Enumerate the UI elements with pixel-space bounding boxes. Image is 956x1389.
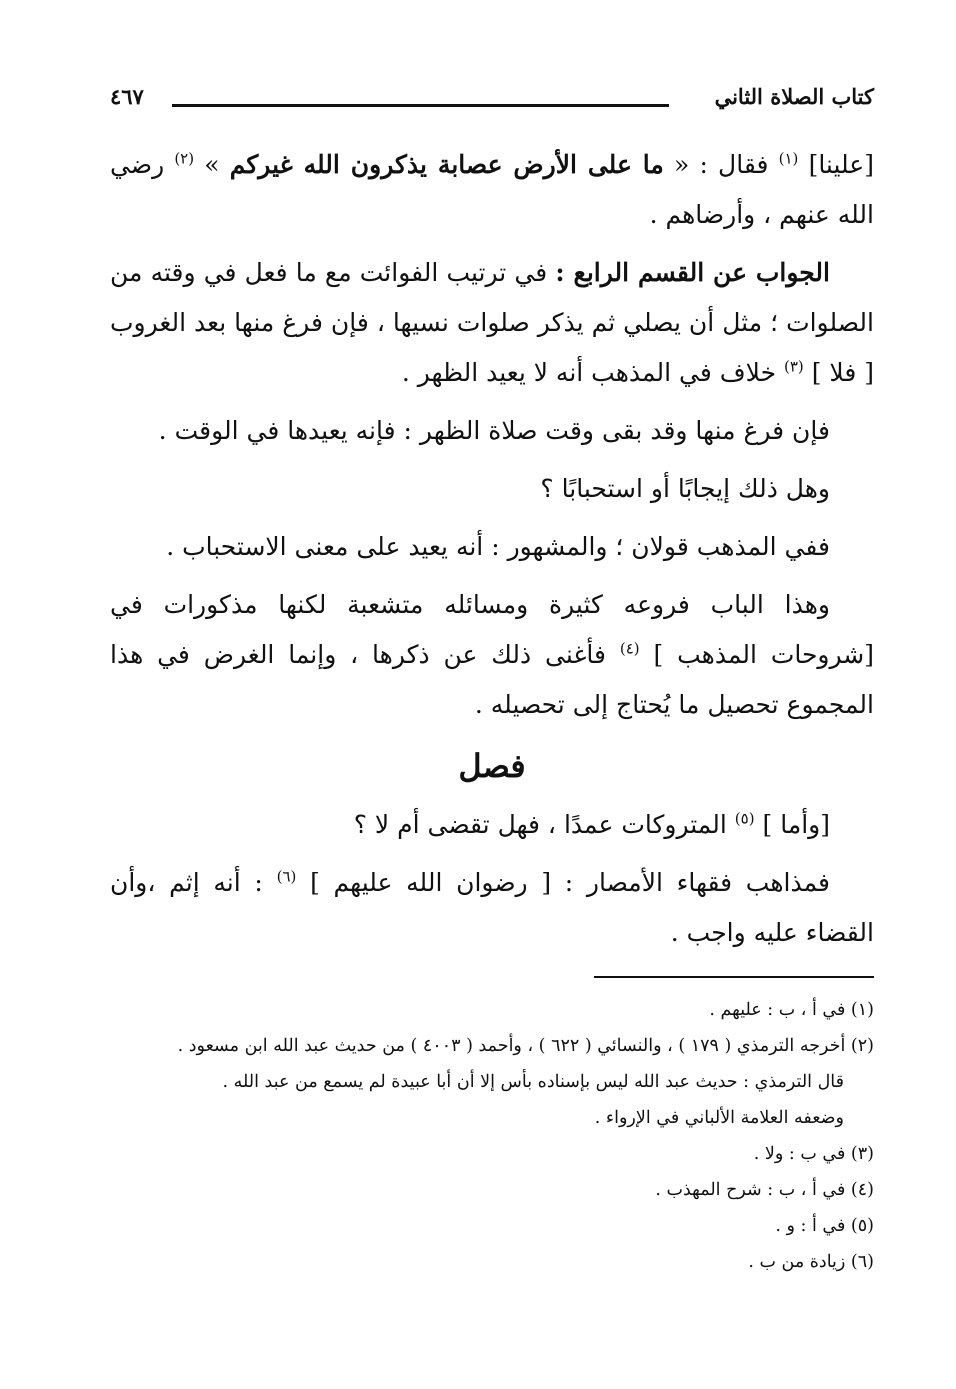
footnote-ref-5: (٥) [734, 809, 755, 828]
footnote-ref-3: (٣) [783, 357, 804, 376]
page-number: ٤٦٧ [110, 84, 144, 109]
book-page [110, 78, 874, 1280]
section-heading: فصل [458, 747, 526, 785]
paragraph-1: [علينا] $^{(١)}$ فقال : « ما على الأرض عصابة يذكرون الله غيركم » $^{(٢)}$ رضي الله عنهم ، وأرضاهم . [110, 149, 874, 229]
paragraph-3: فإن فرغ منها وقد بقى وقت صلاة الظهر : فإنه يعيدها في الوقت . [158, 416, 830, 445]
hadith-quote: ما على الأرض عصابة يذكرون الله غيركم [229, 150, 664, 179]
footnote-6: (٦) زيادة من ب . [748, 1252, 874, 1272]
footnote-ref-2: (٢) [174, 149, 195, 168]
footnote-1: (١) في أ ، ب : عليهم . [709, 1000, 874, 1020]
footnote-5: (٥) في أ : و . [775, 1216, 874, 1236]
footnote-2-grading: وضعفه العلامة الألباني في الإرواء . [594, 1108, 844, 1128]
paragraph-2: الجواب عن القسم الرابع : في ترتيب الفوائت مع ما فعل في وقته من الصلوات ؛ مثل أن يصلي ثم يذكر صلوات نسيها ، فإن فرغ منها بعد الغروب [ فلا ] $^{(٣)}$ خلاف في المذهب أنه لا يعيد الظهر . [110, 258, 874, 387]
section-answer-label: الجواب عن القسم الرابع : [555, 258, 830, 287]
footnote-separator [594, 976, 874, 978]
footnote-ref-4: (٤) [619, 639, 640, 658]
header-rule [172, 104, 669, 107]
paragraph-5: ففي المذهب قولان ؛ والمشهور : أنه يعيد على معنى الاستحباب . [166, 532, 830, 561]
running-title: كتاب الصلاة الثاني [714, 84, 874, 109]
footnote-ref-1: (١) [778, 149, 799, 168]
paragraph-7: [وأما ] $^{(٥)}$ المتروكات عمدًا ، فهل تقضى أم لا ؟ [353, 809, 830, 839]
page-header [110, 78, 874, 122]
footnote-2-comment: قال الترمذي : حديث عبد الله ليس بإسناده بأس إلا أن أبا عبيدة لم يسمع من عبد الله . [222, 1072, 844, 1092]
paragraph-6: وهذا الباب فروعه كثيرة ومسائله متشعبة لكنها مذكورات في [شروحات المذهب ] $^{(٤)}$ فأغنى ذلك عن ذكرها ، وإنما الغرض في هذا المجموع تحصيل ما يُحتاج إلى تحصيله . [110, 590, 874, 719]
footnote-ref-6: (٦) [276, 867, 297, 886]
footnote-4: (٤) في أ ، ب : شرح المهذب . [655, 1180, 874, 1200]
paragraph-4: وهل ذلك إيجابًا أو استحبابًا ؟ [540, 474, 830, 503]
footnotes [110, 992, 874, 1280]
footnote-2: (٢) أخرجه الترمذي ( ١٧٩ ) ، والنسائي ( ٦٢٢ ) ، وأحمد ( ٤٠٠٣ ) من حديث عبد الله ابن مسعود . [177, 1036, 874, 1056]
footnote-3: (٣) في ب : ولا . [753, 1144, 874, 1164]
paragraph-8: فمذاهب فقهاء الأمصار : [ رضوان الله عليهم ] $^{(٦)}$ : أنه إثم ،وأن القضاء عليه واجب . [110, 867, 874, 947]
main-text [110, 140, 874, 958]
